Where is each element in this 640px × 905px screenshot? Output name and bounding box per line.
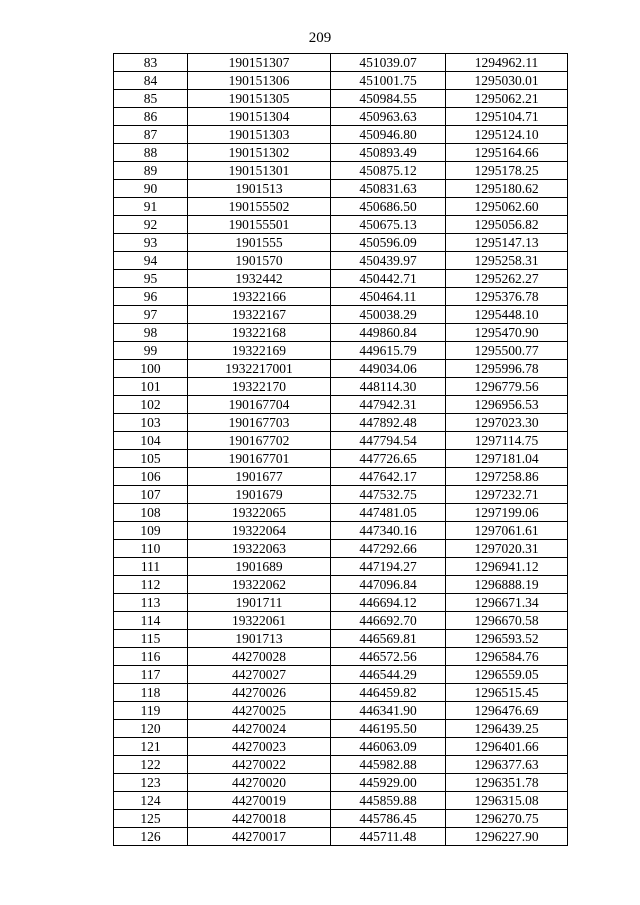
y-coordinate-cell: 1296227.90	[446, 828, 568, 846]
y-coordinate-cell: 1295996.78	[446, 360, 568, 378]
y-coordinate-cell: 1297232.71	[446, 486, 568, 504]
row-index-cell: 112	[114, 576, 188, 594]
x-coordinate-cell: 450875.12	[331, 162, 446, 180]
point-id-cell: 1901555	[188, 234, 331, 252]
table-row	[114, 684, 568, 702]
y-coordinate-cell: 1295104.71	[446, 108, 568, 126]
y-coordinate-cell: 1296401.66	[446, 738, 568, 756]
row-index-cell: 91	[114, 198, 188, 216]
y-coordinate-cell: 1295178.25	[446, 162, 568, 180]
y-coordinate-cell: 1295500.77	[446, 342, 568, 360]
table-row	[114, 252, 568, 270]
x-coordinate-cell: 447096.84	[331, 576, 446, 594]
row-index-cell: 120	[114, 720, 188, 738]
point-id-cell: 19322166	[188, 288, 331, 306]
x-coordinate-cell: 447194.27	[331, 558, 446, 576]
x-coordinate-cell: 447292.66	[331, 540, 446, 558]
row-index-cell: 89	[114, 162, 188, 180]
y-coordinate-cell: 1295124.10	[446, 126, 568, 144]
row-index-cell: 115	[114, 630, 188, 648]
y-coordinate-cell: 1296671.34	[446, 594, 568, 612]
y-coordinate-cell: 1296315.08	[446, 792, 568, 810]
row-index-cell: 100	[114, 360, 188, 378]
row-index-cell: 124	[114, 792, 188, 810]
x-coordinate-cell: 451001.75	[331, 72, 446, 90]
table-row	[114, 234, 568, 252]
point-id-cell: 190167702	[188, 432, 331, 450]
table-row	[114, 306, 568, 324]
y-coordinate-cell: 1296270.75	[446, 810, 568, 828]
table-row	[114, 126, 568, 144]
point-id-cell: 190151304	[188, 108, 331, 126]
row-index-cell: 103	[114, 414, 188, 432]
row-index-cell: 94	[114, 252, 188, 270]
y-coordinate-cell: 1296515.45	[446, 684, 568, 702]
point-id-cell: 190151305	[188, 90, 331, 108]
x-coordinate-cell: 447481.05	[331, 504, 446, 522]
table-row	[114, 342, 568, 360]
table-row	[114, 630, 568, 648]
y-coordinate-cell: 1296593.52	[446, 630, 568, 648]
x-coordinate-cell: 450963.63	[331, 108, 446, 126]
x-coordinate-cell: 450893.49	[331, 144, 446, 162]
x-coordinate-cell: 447642.17	[331, 468, 446, 486]
row-index-cell: 111	[114, 558, 188, 576]
table-row	[114, 360, 568, 378]
y-coordinate-cell: 1294962.11	[446, 54, 568, 72]
row-index-cell: 109	[114, 522, 188, 540]
x-coordinate-cell: 450038.29	[331, 306, 446, 324]
x-coordinate-cell: 445859.88	[331, 792, 446, 810]
table-row	[114, 540, 568, 558]
row-index-cell: 123	[114, 774, 188, 792]
point-id-cell: 190167704	[188, 396, 331, 414]
y-coordinate-cell: 1296670.58	[446, 612, 568, 630]
x-coordinate-cell: 450675.13	[331, 216, 446, 234]
row-index-cell: 101	[114, 378, 188, 396]
table-row	[114, 54, 568, 72]
point-id-cell: 190151302	[188, 144, 331, 162]
point-id-cell: 190151306	[188, 72, 331, 90]
row-index-cell: 92	[114, 216, 188, 234]
point-id-cell: 190155502	[188, 198, 331, 216]
table-row	[114, 612, 568, 630]
x-coordinate-cell: 446459.82	[331, 684, 446, 702]
point-id-cell: 44270017	[188, 828, 331, 846]
y-coordinate-cell: 1295448.10	[446, 306, 568, 324]
point-id-cell: 19322168	[188, 324, 331, 342]
point-id-cell: 19322065	[188, 504, 331, 522]
row-index-cell: 96	[114, 288, 188, 306]
table-row	[114, 576, 568, 594]
x-coordinate-cell: 450831.63	[331, 180, 446, 198]
x-coordinate-cell: 446572.56	[331, 648, 446, 666]
point-id-cell: 19322063	[188, 540, 331, 558]
table-row	[114, 558, 568, 576]
table-row	[114, 198, 568, 216]
x-coordinate-cell: 448114.30	[331, 378, 446, 396]
x-coordinate-cell: 446063.09	[331, 738, 446, 756]
table-row	[114, 216, 568, 234]
row-index-cell: 85	[114, 90, 188, 108]
table-row	[114, 720, 568, 738]
point-id-cell: 1901513	[188, 180, 331, 198]
table-row	[114, 756, 568, 774]
row-index-cell: 97	[114, 306, 188, 324]
table-row	[114, 450, 568, 468]
point-id-cell: 1932442	[188, 270, 331, 288]
x-coordinate-cell: 447942.31	[331, 396, 446, 414]
y-coordinate-cell: 1296941.12	[446, 558, 568, 576]
table-row	[114, 180, 568, 198]
point-id-cell: 44270028	[188, 648, 331, 666]
x-coordinate-cell: 450439.97	[331, 252, 446, 270]
x-coordinate-cell: 447892.48	[331, 414, 446, 432]
row-index-cell: 102	[114, 396, 188, 414]
table-row	[114, 828, 568, 846]
y-coordinate-cell: 1297258.86	[446, 468, 568, 486]
table-row	[114, 810, 568, 828]
y-coordinate-cell: 1295030.01	[446, 72, 568, 90]
y-coordinate-cell: 1296888.19	[446, 576, 568, 594]
y-coordinate-cell: 1297023.30	[446, 414, 568, 432]
x-coordinate-cell: 446569.81	[331, 630, 446, 648]
point-id-cell: 44270023	[188, 738, 331, 756]
x-coordinate-cell: 445929.00	[331, 774, 446, 792]
page-number: 209	[308, 30, 332, 46]
y-coordinate-cell: 1296956.53	[446, 396, 568, 414]
row-index-cell: 107	[114, 486, 188, 504]
row-index-cell: 90	[114, 180, 188, 198]
point-id-cell: 44270019	[188, 792, 331, 810]
y-coordinate-cell: 1295470.90	[446, 324, 568, 342]
table-row	[114, 324, 568, 342]
table-row	[114, 270, 568, 288]
x-coordinate-cell: 446692.70	[331, 612, 446, 630]
x-coordinate-cell: 449860.84	[331, 324, 446, 342]
row-index-cell: 98	[114, 324, 188, 342]
table-row	[114, 504, 568, 522]
row-index-cell: 117	[114, 666, 188, 684]
table-row	[114, 738, 568, 756]
x-coordinate-cell: 446195.50	[331, 720, 446, 738]
y-coordinate-cell: 1295056.82	[446, 216, 568, 234]
row-index-cell: 105	[114, 450, 188, 468]
row-index-cell: 86	[114, 108, 188, 126]
x-coordinate-cell: 451039.07	[331, 54, 446, 72]
table-row	[114, 108, 568, 126]
x-coordinate-cell: 450946.80	[331, 126, 446, 144]
y-coordinate-cell: 1295376.78	[446, 288, 568, 306]
x-coordinate-cell: 446544.29	[331, 666, 446, 684]
table-row	[114, 162, 568, 180]
table-row	[114, 468, 568, 486]
y-coordinate-cell: 1297114.75	[446, 432, 568, 450]
row-index-cell: 95	[114, 270, 188, 288]
table-row	[114, 522, 568, 540]
point-id-cell: 44270026	[188, 684, 331, 702]
x-coordinate-cell: 447726.65	[331, 450, 446, 468]
row-index-cell: 116	[114, 648, 188, 666]
point-id-cell: 1901570	[188, 252, 331, 270]
point-id-cell: 1901713	[188, 630, 331, 648]
point-id-cell: 1901677	[188, 468, 331, 486]
row-index-cell: 88	[114, 144, 188, 162]
table-row	[114, 414, 568, 432]
y-coordinate-cell: 1297020.31	[446, 540, 568, 558]
table-row	[114, 396, 568, 414]
x-coordinate-cell: 447794.54	[331, 432, 446, 450]
row-index-cell: 108	[114, 504, 188, 522]
y-coordinate-cell: 1295062.21	[446, 90, 568, 108]
row-index-cell: 93	[114, 234, 188, 252]
x-coordinate-cell: 450984.55	[331, 90, 446, 108]
row-index-cell: 114	[114, 612, 188, 630]
y-coordinate-cell: 1297061.61	[446, 522, 568, 540]
y-coordinate-cell: 1295258.31	[446, 252, 568, 270]
x-coordinate-cell: 445711.48	[331, 828, 446, 846]
x-coordinate-cell: 446341.90	[331, 702, 446, 720]
y-coordinate-cell: 1297181.04	[446, 450, 568, 468]
table-row	[114, 144, 568, 162]
point-id-cell: 44270027	[188, 666, 331, 684]
coordinates-table-body	[114, 54, 568, 846]
row-index-cell: 125	[114, 810, 188, 828]
point-id-cell: 44270022	[188, 756, 331, 774]
table-row	[114, 288, 568, 306]
row-index-cell: 126	[114, 828, 188, 846]
table-row	[114, 774, 568, 792]
y-coordinate-cell: 1295262.27	[446, 270, 568, 288]
point-id-cell: 19322061	[188, 612, 331, 630]
point-id-cell: 1901711	[188, 594, 331, 612]
x-coordinate-cell: 450464.11	[331, 288, 446, 306]
point-id-cell: 19322167	[188, 306, 331, 324]
row-index-cell: 113	[114, 594, 188, 612]
table-row	[114, 432, 568, 450]
x-coordinate-cell: 450596.09	[331, 234, 446, 252]
table-row	[114, 702, 568, 720]
row-index-cell: 106	[114, 468, 188, 486]
row-index-cell: 118	[114, 684, 188, 702]
x-coordinate-cell: 447532.75	[331, 486, 446, 504]
y-coordinate-cell: 1295062.60	[446, 198, 568, 216]
x-coordinate-cell: 447340.16	[331, 522, 446, 540]
point-id-cell: 190151301	[188, 162, 331, 180]
row-index-cell: 110	[114, 540, 188, 558]
x-coordinate-cell: 449034.06	[331, 360, 446, 378]
row-index-cell: 87	[114, 126, 188, 144]
y-coordinate-cell: 1295180.62	[446, 180, 568, 198]
coordinates-table	[113, 53, 568, 846]
y-coordinate-cell: 1296779.56	[446, 378, 568, 396]
y-coordinate-cell: 1296377.63	[446, 756, 568, 774]
row-index-cell: 122	[114, 756, 188, 774]
point-id-cell: 44270018	[188, 810, 331, 828]
point-id-cell: 190151303	[188, 126, 331, 144]
y-coordinate-cell: 1296476.69	[446, 702, 568, 720]
table-row	[114, 486, 568, 504]
x-coordinate-cell: 449615.79	[331, 342, 446, 360]
x-coordinate-cell: 446694.12	[331, 594, 446, 612]
y-coordinate-cell: 1296439.25	[446, 720, 568, 738]
table-row	[114, 90, 568, 108]
point-id-cell: 19322169	[188, 342, 331, 360]
point-id-cell: 44270024	[188, 720, 331, 738]
table-row	[114, 792, 568, 810]
table-row	[114, 594, 568, 612]
y-coordinate-cell: 1295147.13	[446, 234, 568, 252]
point-id-cell: 19322170	[188, 378, 331, 396]
point-id-cell: 190167701	[188, 450, 331, 468]
point-id-cell: 190155501	[188, 216, 331, 234]
point-id-cell: 44270020	[188, 774, 331, 792]
row-index-cell: 104	[114, 432, 188, 450]
row-index-cell: 119	[114, 702, 188, 720]
table-row	[114, 648, 568, 666]
point-id-cell: 19322064	[188, 522, 331, 540]
x-coordinate-cell: 445982.88	[331, 756, 446, 774]
y-coordinate-cell: 1296351.78	[446, 774, 568, 792]
row-index-cell: 121	[114, 738, 188, 756]
table-row	[114, 666, 568, 684]
row-index-cell: 99	[114, 342, 188, 360]
row-index-cell: 83	[114, 54, 188, 72]
y-coordinate-cell: 1297199.06	[446, 504, 568, 522]
point-id-cell: 1932217001	[188, 360, 331, 378]
x-coordinate-cell: 450442.71	[331, 270, 446, 288]
x-coordinate-cell: 445786.45	[331, 810, 446, 828]
row-index-cell: 84	[114, 72, 188, 90]
point-id-cell: 1901689	[188, 558, 331, 576]
table-row	[114, 72, 568, 90]
x-coordinate-cell: 450686.50	[331, 198, 446, 216]
table-row	[114, 378, 568, 396]
point-id-cell: 1901679	[188, 486, 331, 504]
y-coordinate-cell: 1296584.76	[446, 648, 568, 666]
point-id-cell: 44270025	[188, 702, 331, 720]
point-id-cell: 190167703	[188, 414, 331, 432]
y-coordinate-cell: 1295164.66	[446, 144, 568, 162]
point-id-cell: 190151307	[188, 54, 331, 72]
point-id-cell: 19322062	[188, 576, 331, 594]
y-coordinate-cell: 1296559.05	[446, 666, 568, 684]
